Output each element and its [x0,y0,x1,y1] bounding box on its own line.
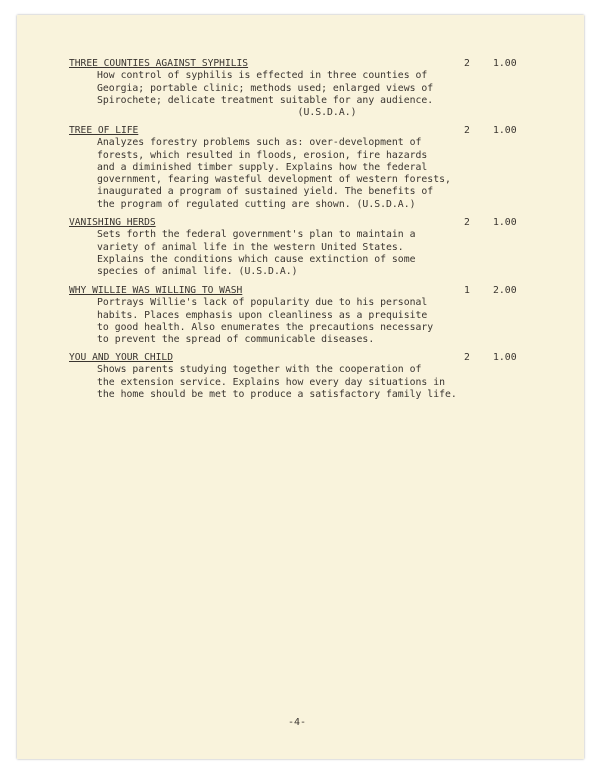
description-line: Georgia; portable clinic; methods used; enlarged views of [97,82,434,94]
film-title: TREE OF LIFE [69,125,139,136]
reel-count: 1 [464,285,470,296]
film-entry [69,285,549,346]
rental-price: 1.00 [493,125,517,136]
description-line: species of animal life. (U.S.D.A.) [97,266,298,278]
page-number: -4- [288,717,307,728]
description-line: the extension service. Explains how every day situations in [97,376,445,388]
description-line: Explains the conditions which cause extinction of some [97,253,416,265]
description-line: and a diminished timber supply. Explains how the federal [97,161,428,173]
description-line: the program of regulated cutting are shown. (U.S.D.A.) [97,198,416,210]
film-entry [69,125,549,211]
description-line: inaugurated a program of sustained yield. The benefits of [97,186,434,198]
description-line: How control of syphilis is effected in three counties of [97,70,428,82]
reel-count: 2 [464,125,470,136]
description-line: forests, which resulted in floods, erosion, fire hazards [97,149,428,161]
rental-price: 1.00 [493,58,517,69]
description-line: variety of animal life in the western United States. [97,241,404,253]
film-title: THREE COUNTIES AGAINST SYPHILIS [69,58,249,69]
description-line: habits. Places emphasis upon cleanliness as a prequisite [97,309,428,321]
description-line: to good health. Also enumerates the precautions necessary [97,321,434,333]
description-line: government, fearing wasteful development of western forests, [97,174,451,186]
reel-count: 2 [464,352,470,363]
rental-price: 1.00 [493,217,517,228]
film-description [97,364,549,401]
document-page [17,15,584,759]
description-line: Portrays Willie's lack of popularity due to his personal [97,297,428,309]
film-entry [69,352,549,401]
description-line: Shows parents studying together with the cooperation of [97,364,422,376]
reel-count: 2 [464,58,470,69]
description-line: to prevent the spread of communicable diseases. [97,334,375,346]
rental-price: 2.00 [493,285,517,296]
rental-price: 1.00 [493,352,517,363]
film-title: YOU AND YOUR CHILD [69,352,173,363]
film-entry [69,58,549,119]
film-description [97,137,549,211]
description-line: Sets forth the federal government's plan to maintain a [97,229,416,241]
film-title: VANISHING HERDS [69,217,156,228]
film-description [97,229,549,278]
film-title: WHY WILLIE WAS WILLING TO WASH [69,285,243,296]
description-line: (U.S.D.A.) [97,107,357,119]
description-line: the home should be met to produce a satisfactory family life. [97,388,457,400]
description-line: Analyzes forestry problems such as: over-development of [97,137,422,149]
film-description [97,70,549,119]
description-line: Spirochete; delicate treatment suitable for any audience. [97,94,434,106]
reel-count: 2 [464,217,470,228]
film-description [97,297,549,346]
film-entry [69,217,549,278]
